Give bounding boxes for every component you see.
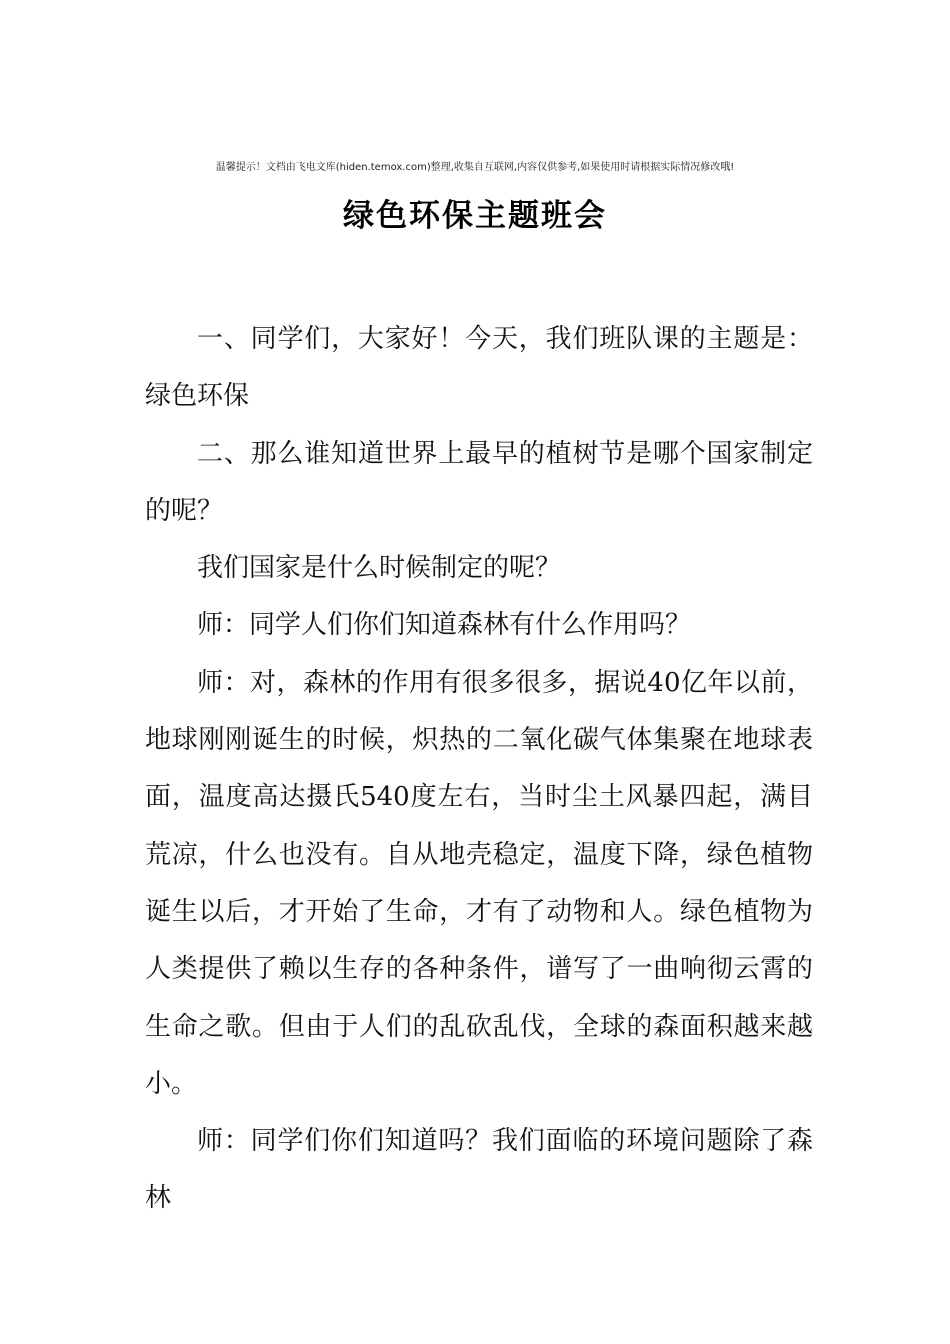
paragraph: 师：对，森林的作用有很多很多，据说40亿年以前，地球刚刚诞生的时候，炽热的二氧化碳气体集聚在地球表面，温度高达摄氏540度左右，当时尘土风暴四起，满目荒凉，什么也没有。自从地壳稳定，温度下降，绿色植物诞生以后，才开始了生命，才有了动物和人。绿色植物为人类提供了赖以生存的各种条件，谱写了一曲响彻云霄的生命之歌。但由于人们的乱砍乱伐，全球的森面积越来越小。 — [145, 667, 813, 1099]
paragraph: 我们国家是什么时候制定的呢？ — [197, 553, 562, 584]
header-notice: 温馨提示！文档由飞电文库(hiden.temox.com)整理,收集自互联网,内容仅供参考,如果使用时请根据实际情况修改哦! — [215, 162, 735, 173]
paragraph: 二、那么谁知道世界上最早的植树节是哪个国家制定的呢？ — [145, 438, 813, 526]
document-title: 绿色环保主题班会 — [343, 198, 607, 234]
paragraph: 一、同学们，大家好！今天，我们班队课的主题是：绿色环保 — [145, 324, 813, 412]
paragraph: 师：同学们你们知道吗？我们面临的环境问题除了森林 — [145, 1126, 813, 1214]
document-body — [145, 311, 813, 1228]
paragraph: 师：同学人们你们知道森林有什么作用吗？ — [197, 610, 692, 641]
